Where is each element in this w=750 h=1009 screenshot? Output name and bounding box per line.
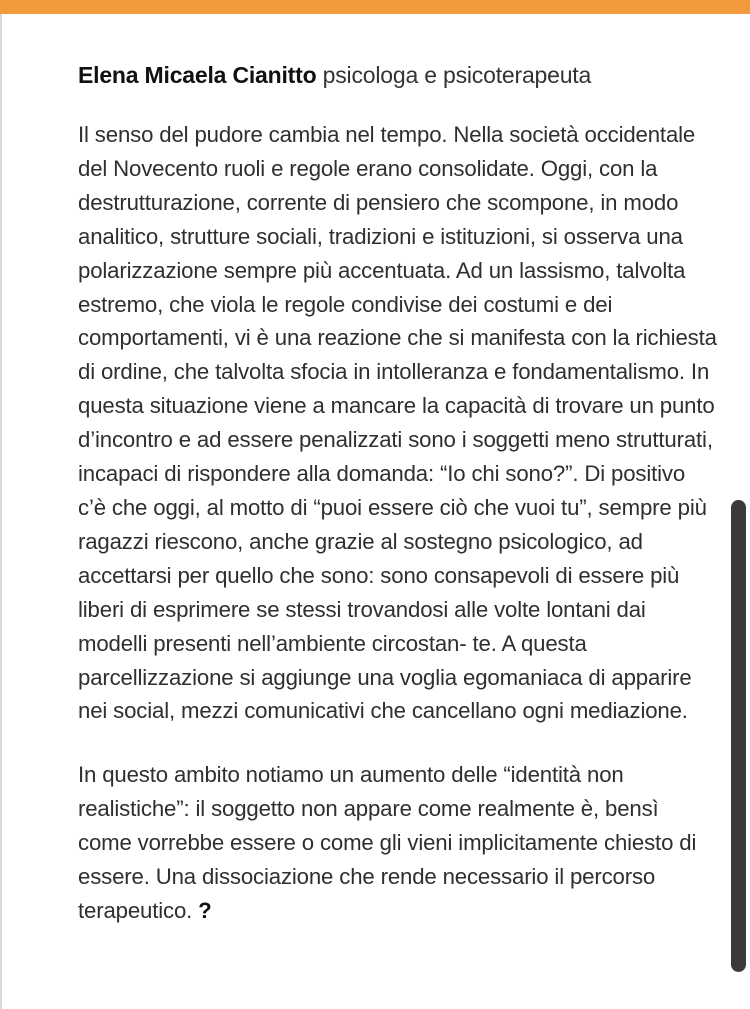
article-body xyxy=(78,58,718,958)
left-border xyxy=(0,14,2,1009)
scrollbar-thumb[interactable] xyxy=(731,500,746,972)
paragraph-2 xyxy=(78,758,718,928)
paragraph-1: Il senso del pudore cambia nel tempo. Nella società occidentale del Novecento ruoli e regole erano consolidate. Oggi, con la destrutturazione, corrente di pensiero che scompone, in modo analitico, strutture sociali, tradizioni e istituzioni, si osserva una polarizzazione sempre più accentuata. Ad un lassismo, talvolta estremo, che viola le regole condivise dei costumi e dei comportamenti, vi è una reazione che si manifesta con la richiesta di ordine, che talvolta sfocia in intolleranza e fondamentalismo. In questa situazione viene a mancare la capacità di trovare un punto d’incontro e ad essere penalizzati sono i soggetti meno strutturati, incapaci di rispondere alla domanda: “Io chi sono?”. Di positivo c’è che oggi, al motto di “puoi essere ciò che vuoi tu”, sempre più ragazzi riescono, anche grazie al sostegno psicologico, ad accettarsi per quello che sono: sono consapevoli di essere più liberi di esprimere se stessi trovandosi alle volte lontani dai modelli presenti nell’ambiente circostan- te. A questa parcellizzazione si aggiunge una voglia egomaniaca di apparire nei social, mezzi comunicativi che cancellano ogni mediazione. xyxy=(78,122,717,724)
author-role: psicologa e psicoterapeuta xyxy=(322,62,592,88)
author-name: Elena Micaela Cianitto xyxy=(78,62,317,88)
orange-top-bar xyxy=(0,0,750,14)
byline xyxy=(78,58,718,92)
end-mark-icon: ? xyxy=(198,897,212,923)
paragraph-2-text: In questo ambito notiamo un aumento delle “identità non realistiche”: il soggetto non appare come realmente è, bensì come vorrebbe essere o come gli vieni implicitamente chiesto di essere. Una dissociazione che rende necessario il percorso terapeutico. xyxy=(78,762,697,923)
